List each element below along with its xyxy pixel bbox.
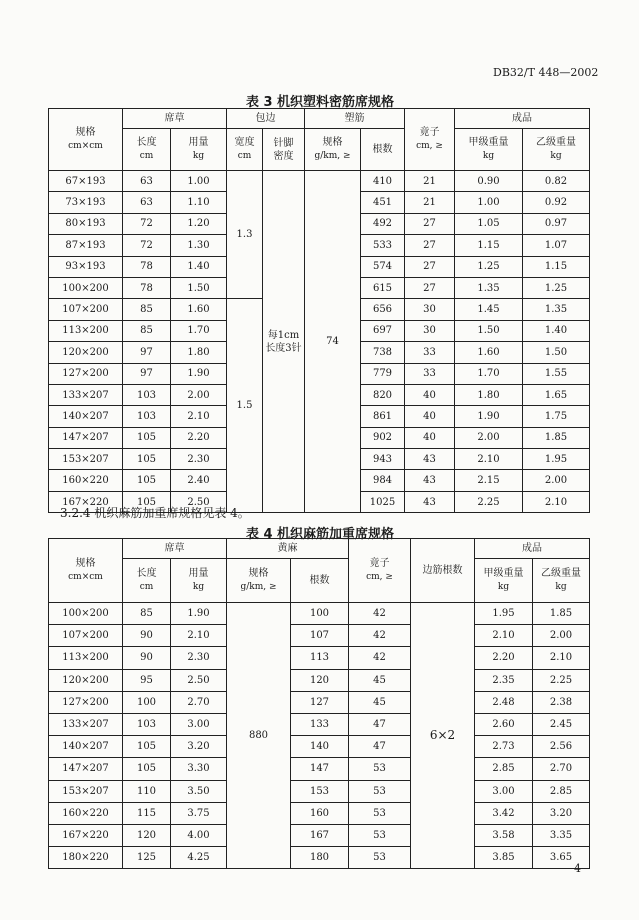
cell-spec: 73×193 <box>49 192 123 213</box>
cell-grade-a: 1.35 <box>455 277 523 298</box>
cell-spec: 140×207 <box>49 736 123 758</box>
t4-jute-header: 黄麻 <box>227 539 349 559</box>
cell-count: 861 <box>361 406 405 427</box>
cell-usage: 3.75 <box>171 802 227 824</box>
cell-length: 85 <box>123 603 171 625</box>
t4-length-header: 长度 cm <box>123 559 171 603</box>
cell-usage: 2.10 <box>171 625 227 647</box>
table-row <box>49 625 590 647</box>
cell-grade-a: 2.85 <box>475 758 533 780</box>
cell-usage: 1.80 <box>171 342 227 363</box>
cell-grade-b: 2.56 <box>533 736 590 758</box>
t3-rib-header: 塑筋 <box>305 109 405 129</box>
cell-grade-b: 2.00 <box>523 470 590 491</box>
cell-grade-b: 2.25 <box>533 669 590 691</box>
cell-count: 127 <box>291 691 349 713</box>
t4-edge-ribs-header: 边筋根数 <box>411 539 475 603</box>
cell-weft: 42 <box>349 647 411 669</box>
cell-count: 107 <box>291 625 349 647</box>
cell-usage: 3.50 <box>171 780 227 802</box>
cell-grade-a: 2.15 <box>455 470 523 491</box>
cell-spec: 140×207 <box>49 406 123 427</box>
cell-weft: 33 <box>405 342 455 363</box>
cell-count: 615 <box>361 277 405 298</box>
cell-spec: 180×220 <box>49 847 123 869</box>
cell-length: 105 <box>123 491 171 512</box>
cell-length: 110 <box>123 780 171 802</box>
cell-weft: 21 <box>405 192 455 213</box>
cell-rib-spec-merged: 74 <box>305 171 361 513</box>
cell-weft: 42 <box>349 625 411 647</box>
cell-usage: 2.40 <box>171 470 227 491</box>
cell-count: 779 <box>361 363 405 384</box>
cell-grade-a: 1.90 <box>455 406 523 427</box>
cell-weft: 27 <box>405 235 455 256</box>
cell-count: 100 <box>291 603 349 625</box>
t4-spec-header: 规格 cm×cm <box>49 539 123 603</box>
cell-count: 1025 <box>361 491 405 512</box>
cell-usage: 1.90 <box>171 603 227 625</box>
cell-weft: 43 <box>405 491 455 512</box>
cell-length: 100 <box>123 691 171 713</box>
cell-spec: 167×220 <box>49 491 123 512</box>
cell-length: 72 <box>123 235 171 256</box>
cell-length: 125 <box>123 847 171 869</box>
cell-spec: 127×200 <box>49 691 123 713</box>
t3-grass-header: 席草 <box>123 109 227 129</box>
cell-grade-b: 1.85 <box>533 603 590 625</box>
cell-weft: 40 <box>405 406 455 427</box>
cell-grade-b: 2.10 <box>533 647 590 669</box>
cell-length: 105 <box>123 736 171 758</box>
cell-usage: 1.70 <box>171 320 227 341</box>
cell-grade-a: 3.00 <box>475 780 533 802</box>
cell-usage: 2.20 <box>171 427 227 448</box>
cell-count: 147 <box>291 758 349 780</box>
cell-weft: 27 <box>405 213 455 234</box>
cell-grade-b: 1.65 <box>523 384 590 405</box>
cell-count: 153 <box>291 780 349 802</box>
cell-grade-a: 2.10 <box>455 449 523 470</box>
t3-rib-spec-header: 规格 g/km, ≥ <box>305 129 361 171</box>
cell-grade-a: 1.25 <box>455 256 523 277</box>
cell-spec: 160×220 <box>49 802 123 824</box>
t4-usage-header: 用量 kg <box>171 559 227 603</box>
cell-usage: 1.10 <box>171 192 227 213</box>
cell-usage: 2.00 <box>171 384 227 405</box>
cell-weft: 53 <box>349 802 411 824</box>
cell-grade-a: 1.50 <box>455 320 523 341</box>
t4-product-header: 成品 <box>475 539 590 559</box>
cell-usage: 2.70 <box>171 691 227 713</box>
cell-length: 103 <box>123 713 171 735</box>
cell-length: 90 <box>123 647 171 669</box>
cell-weft: 27 <box>405 256 455 277</box>
cell-length: 85 <box>123 320 171 341</box>
cell-usage: 2.10 <box>171 406 227 427</box>
cell-grade-a: 1.15 <box>455 235 523 256</box>
cell-usage: 2.30 <box>171 449 227 470</box>
cell-length: 78 <box>123 277 171 298</box>
t3-spec-header: 规格 cm×cm <box>49 109 123 171</box>
cell-grade-b: 1.50 <box>523 342 590 363</box>
cell-length: 72 <box>123 213 171 234</box>
cell-grade-b: 2.70 <box>533 758 590 780</box>
cell-grade-a: 3.42 <box>475 802 533 824</box>
cell-length: 85 <box>123 299 171 320</box>
table-row <box>49 847 590 869</box>
cell-count: 410 <box>361 171 405 192</box>
table-row <box>49 802 590 824</box>
cell-count: 574 <box>361 256 405 277</box>
cell-grade-b: 1.25 <box>523 277 590 298</box>
cell-grade-b: 1.35 <box>523 299 590 320</box>
cell-width-merged: 1.5 <box>227 299 263 513</box>
t3-grade-a-header: 甲级重量 kg <box>455 129 523 171</box>
cell-count: 120 <box>291 669 349 691</box>
cell-spec: 133×207 <box>49 713 123 735</box>
cell-length: 90 <box>123 625 171 647</box>
table3-caption: 表 3 机织塑料密筋席规格 <box>245 95 395 110</box>
cell-jute-spec-merged: 880 <box>227 603 291 869</box>
t4-weft-header: 竟子 cm, ≥ <box>349 539 411 603</box>
cell-spec: 147×207 <box>49 427 123 448</box>
cell-spec: 80×193 <box>49 213 123 234</box>
cell-grade-a: 3.85 <box>475 847 533 869</box>
cell-weft: 53 <box>349 847 411 869</box>
cell-grade-a: 0.90 <box>455 171 523 192</box>
cell-spec: 107×200 <box>49 625 123 647</box>
cell-weft: 21 <box>405 171 455 192</box>
cell-count: 820 <box>361 384 405 405</box>
t4-grade-b-header: 乙级重量 kg <box>533 559 590 603</box>
cell-edge-ribs-merged: 6×2 <box>411 603 475 869</box>
cell-grade-a: 2.48 <box>475 691 533 713</box>
cell-grade-b: 2.10 <box>523 491 590 512</box>
table-row <box>49 603 590 625</box>
cell-count: 738 <box>361 342 405 363</box>
cell-weft: 27 <box>405 277 455 298</box>
cell-spec: 167×220 <box>49 824 123 846</box>
cell-spec: 113×200 <box>49 320 123 341</box>
cell-count: 133 <box>291 713 349 735</box>
cell-weft: 53 <box>349 824 411 846</box>
cell-length: 105 <box>123 427 171 448</box>
cell-length: 97 <box>123 342 171 363</box>
cell-weft: 33 <box>405 363 455 384</box>
cell-grade-a: 2.35 <box>475 669 533 691</box>
cell-grade-a: 1.00 <box>455 192 523 213</box>
table-row <box>49 171 590 192</box>
cell-spec: 107×200 <box>49 299 123 320</box>
t3-usage-header: 用量 kg <box>171 129 227 171</box>
cell-grade-a: 2.73 <box>475 736 533 758</box>
cell-usage: 1.40 <box>171 256 227 277</box>
cell-weft: 47 <box>349 736 411 758</box>
cell-count: 451 <box>361 192 405 213</box>
table-row <box>49 691 590 713</box>
cell-spec: 133×207 <box>49 384 123 405</box>
cell-spec: 120×200 <box>49 669 123 691</box>
cell-grade-b: 0.82 <box>523 171 590 192</box>
cell-grade-a: 1.70 <box>455 363 523 384</box>
cell-spec: 127×200 <box>49 363 123 384</box>
cell-length: 63 <box>123 171 171 192</box>
cell-usage: 2.50 <box>171 669 227 691</box>
cell-weft: 53 <box>349 780 411 802</box>
cell-length: 95 <box>123 669 171 691</box>
cell-grade-b: 2.45 <box>533 713 590 735</box>
cell-spec: 67×193 <box>49 171 123 192</box>
cell-count: 656 <box>361 299 405 320</box>
cell-grade-b: 2.00 <box>533 625 590 647</box>
cell-length: 115 <box>123 802 171 824</box>
standard-number: DB32/T 448—2002 <box>493 66 599 79</box>
cell-usage: 3.30 <box>171 758 227 780</box>
cell-grade-b: 2.85 <box>533 780 590 802</box>
cell-grade-b: 1.85 <box>523 427 590 448</box>
cell-grade-a: 2.10 <box>475 625 533 647</box>
cell-grade-a: 1.60 <box>455 342 523 363</box>
cell-spec: 153×207 <box>49 780 123 802</box>
page-number: 4 <box>574 862 581 875</box>
cell-usage: 3.00 <box>171 713 227 735</box>
cell-count: 167 <box>291 824 349 846</box>
cell-count: 492 <box>361 213 405 234</box>
cell-usage: 3.20 <box>171 736 227 758</box>
cell-weft: 40 <box>405 427 455 448</box>
cell-weft: 47 <box>349 713 411 735</box>
cell-grade-a: 2.20 <box>475 647 533 669</box>
cell-grade-a: 1.80 <box>455 384 523 405</box>
table3 <box>48 108 590 513</box>
t4-jute-spec-header: 规格 g/km, ≥ <box>227 559 291 603</box>
cell-weft: 43 <box>405 470 455 491</box>
table-row <box>49 824 590 846</box>
cell-weft: 43 <box>405 449 455 470</box>
clause-3-2-4: 3.2.4 机织麻筋加重席规格见表 4。 <box>60 506 250 520</box>
t3-width-header: 宽度 cm <box>227 129 263 171</box>
cell-length: 63 <box>123 192 171 213</box>
table-row <box>49 647 590 669</box>
cell-grade-b: 3.20 <box>533 802 590 824</box>
cell-spec: 120×200 <box>49 342 123 363</box>
cell-length: 105 <box>123 449 171 470</box>
cell-weft: 45 <box>349 691 411 713</box>
cell-count: 943 <box>361 449 405 470</box>
cell-usage: 4.25 <box>171 847 227 869</box>
cell-weft: 45 <box>349 669 411 691</box>
cell-length: 103 <box>123 406 171 427</box>
cell-weft: 30 <box>405 320 455 341</box>
cell-spec: 93×193 <box>49 256 123 277</box>
cell-weft: 42 <box>349 603 411 625</box>
cell-grade-b: 1.40 <box>523 320 590 341</box>
cell-grade-b: 3.35 <box>533 824 590 846</box>
cell-length: 105 <box>123 758 171 780</box>
cell-weft: 53 <box>349 758 411 780</box>
t3-stitch-header: 针脚 密度 <box>263 129 305 171</box>
cell-length: 103 <box>123 384 171 405</box>
cell-width-merged: 1.3 <box>227 171 263 299</box>
cell-count: 984 <box>361 470 405 491</box>
cell-count: 180 <box>291 847 349 869</box>
cell-usage: 1.60 <box>171 299 227 320</box>
t4-grass-header: 席草 <box>123 539 227 559</box>
t3-length-header: 长度 cm <box>123 129 171 171</box>
table-row <box>49 713 590 735</box>
t3-grade-b-header: 乙级重量 kg <box>523 129 590 171</box>
cell-usage: 1.30 <box>171 235 227 256</box>
cell-grade-a: 2.60 <box>475 713 533 735</box>
cell-usage: 1.00 <box>171 171 227 192</box>
cell-spec: 160×220 <box>49 470 123 491</box>
cell-grade-a: 2.00 <box>455 427 523 448</box>
cell-count: 697 <box>361 320 405 341</box>
cell-count: 160 <box>291 802 349 824</box>
cell-count: 902 <box>361 427 405 448</box>
cell-usage: 2.50 <box>171 491 227 512</box>
cell-grade-b: 1.75 <box>523 406 590 427</box>
t3-weft-header: 竟子 cm, ≥ <box>405 109 455 171</box>
cell-spec: 100×200 <box>49 603 123 625</box>
cell-grade-b: 3.65 <box>533 847 590 869</box>
cell-spec: 153×207 <box>49 449 123 470</box>
t3-count-header: 根数 <box>361 129 405 171</box>
cell-count: 140 <box>291 736 349 758</box>
cell-grade-a: 1.05 <box>455 213 523 234</box>
table-row <box>49 736 590 758</box>
cell-weft: 30 <box>405 299 455 320</box>
table-row <box>49 780 590 802</box>
cell-weft: 40 <box>405 384 455 405</box>
t3-edging-header: 包边 <box>227 109 305 129</box>
cell-grade-b: 1.07 <box>523 235 590 256</box>
cell-usage: 1.20 <box>171 213 227 234</box>
cell-spec: 87×193 <box>49 235 123 256</box>
table4 <box>48 538 590 869</box>
cell-grade-b: 1.15 <box>523 256 590 277</box>
cell-stitch-merged: 每1cm长度3针 <box>263 171 305 513</box>
cell-length: 78 <box>123 256 171 277</box>
cell-usage: 2.30 <box>171 647 227 669</box>
cell-grade-b: 2.38 <box>533 691 590 713</box>
cell-spec: 100×200 <box>49 277 123 298</box>
table4-caption: 表 4 机织麻筋加重席规格 <box>245 527 395 542</box>
t4-grade-a-header: 甲级重量 kg <box>475 559 533 603</box>
cell-grade-a: 1.45 <box>455 299 523 320</box>
cell-grade-b: 1.55 <box>523 363 590 384</box>
cell-grade-b: 0.97 <box>523 213 590 234</box>
cell-spec: 113×200 <box>49 647 123 669</box>
cell-grade-b: 0.92 <box>523 192 590 213</box>
cell-length: 105 <box>123 470 171 491</box>
table-row <box>49 669 590 691</box>
t3-product-header: 成品 <box>455 109 590 129</box>
cell-length: 120 <box>123 824 171 846</box>
cell-usage: 1.90 <box>171 363 227 384</box>
cell-count: 533 <box>361 235 405 256</box>
cell-usage: 4.00 <box>171 824 227 846</box>
cell-usage: 1.50 <box>171 277 227 298</box>
cell-length: 97 <box>123 363 171 384</box>
cell-spec: 147×207 <box>49 758 123 780</box>
cell-grade-b: 1.95 <box>523 449 590 470</box>
cell-grade-a: 3.58 <box>475 824 533 846</box>
cell-count: 113 <box>291 647 349 669</box>
cell-grade-a: 2.25 <box>455 491 523 512</box>
t4-count-header: 根数 <box>291 559 349 603</box>
table-row <box>49 758 590 780</box>
cell-grade-a: 1.95 <box>475 603 533 625</box>
